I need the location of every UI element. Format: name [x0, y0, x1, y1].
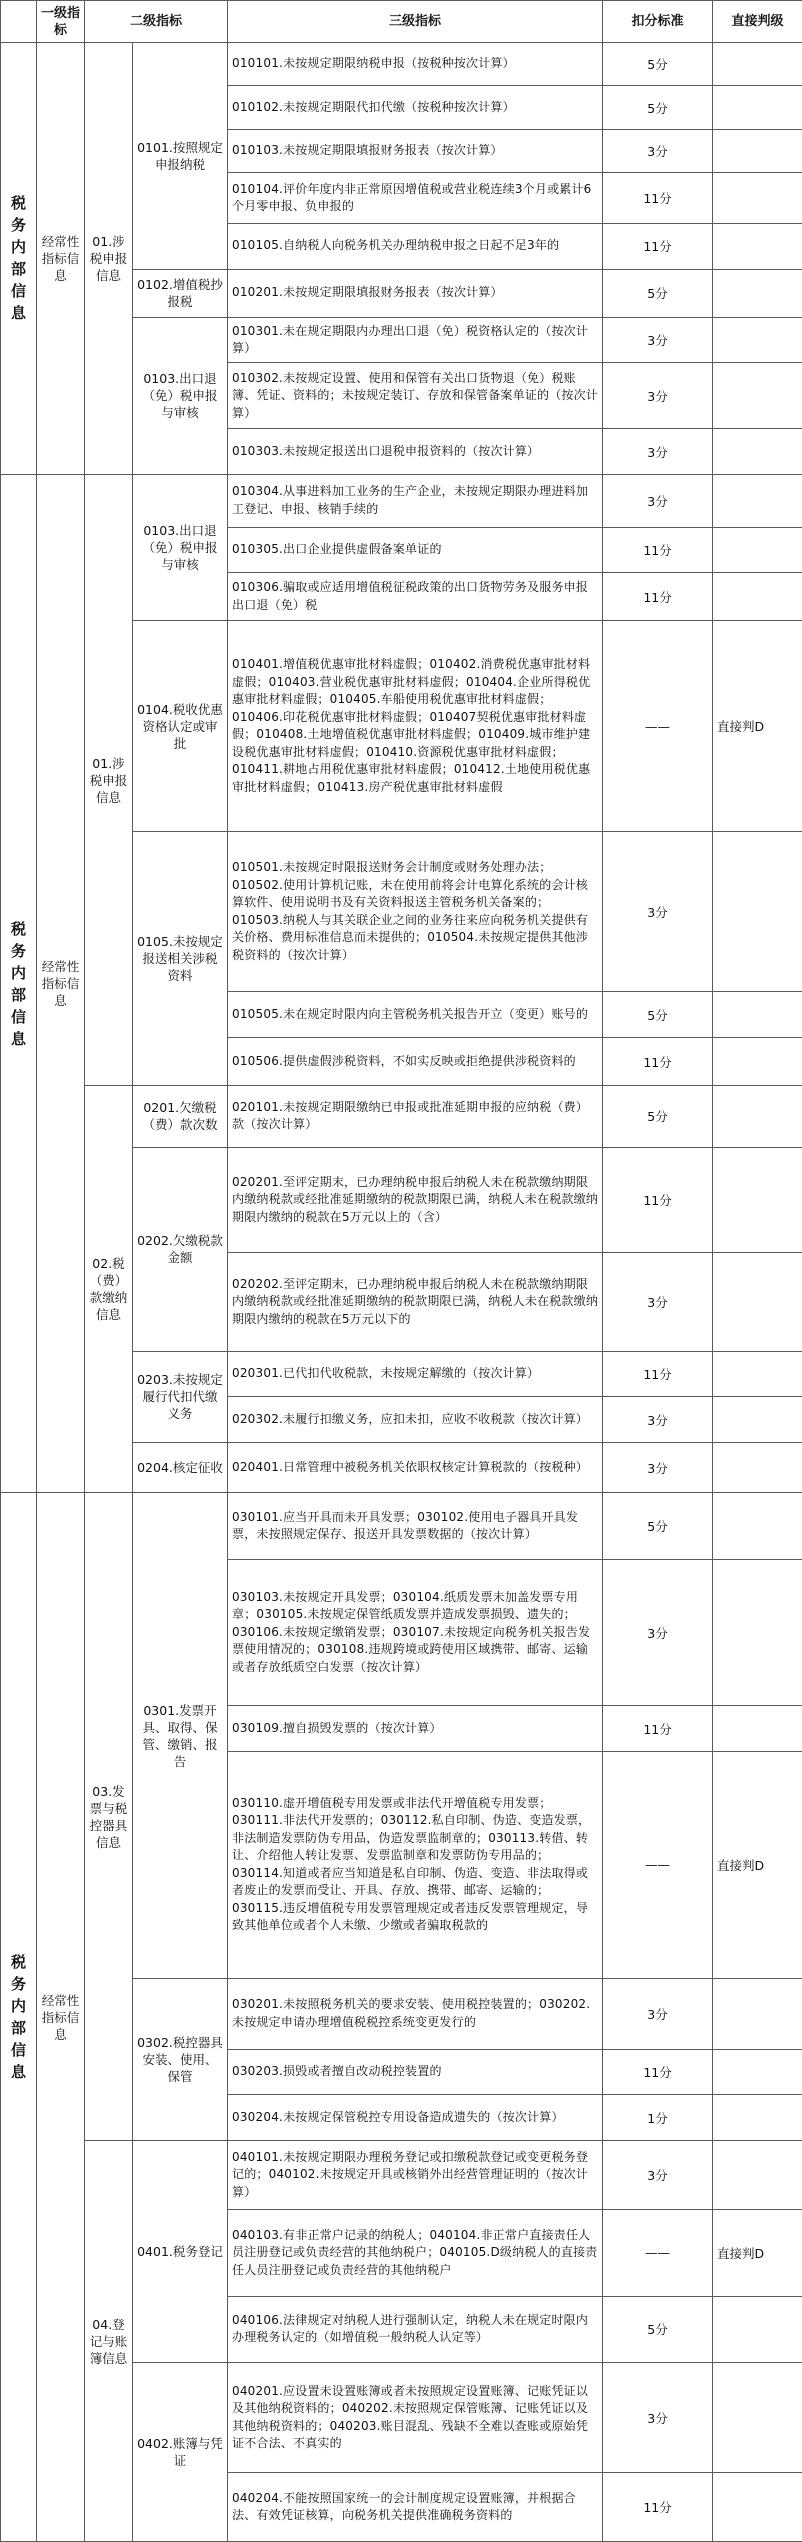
score-cell: 11分: [603, 1351, 713, 1397]
direct-cell: [713, 86, 802, 129]
indicator-text: 020302.未履行扣缴义务，应扣未扣，应收不收税款（按次计算）: [228, 1397, 603, 1443]
level1-cell: 经常性指标信息: [37, 474, 85, 1492]
score-cell: 11分: [603, 223, 713, 269]
direct-cell: [713, 2095, 802, 2141]
score-cell: 3分: [603, 429, 713, 475]
indicator-text: 030109.擅自损毁发票的（按次计算）: [228, 1706, 603, 1752]
header-direct: 直接判级: [713, 1, 802, 43]
score-cell: 5分: [603, 86, 713, 129]
header-level1: 一级指标: [37, 1, 85, 43]
level2-cell: 03.发票与税控器具信息: [85, 1493, 133, 2141]
indicator-text: 020201.至评定期末，已办理纳税申报后纳税人未在税款缴纳期限内缴纳税款或经批准延期缴纳的税款期限已满，纳税人未在税款缴纳期限内缴纳的税款在5万元以上的（含）: [228, 1147, 603, 1252]
direct-cell: [713, 1086, 802, 1148]
level3-cell: 0203.未按规定履行代扣代缴义务: [133, 1351, 228, 1443]
indicator-text: 040201.应设置未设置账簿或者未按照规定设置账簿、记账凭证以及其他纳税资料的；040202.未按照规定保管账簿、记账凭证以及其他纳税资料的；040203.账目混乱、残缺不全难以查账或原始凭证不合法、不真实的: [228, 2363, 603, 2473]
score-cell: 5分: [603, 992, 713, 1038]
score-cell: 11分: [603, 173, 713, 223]
indicator-text: 010201.未按规定期限填报财务报表（按次计算）: [228, 269, 603, 317]
level3-cell: 0301.发票开具、取得、保管、缴销、报告: [133, 1493, 228, 1978]
direct-cell: [713, 1443, 802, 1493]
indicator-text: 010301.未在规定期限内办理出口退（免）税资格认定的（按次计算）: [228, 317, 603, 363]
score-cell: 11分: [603, 573, 713, 621]
direct-cell: [713, 1037, 802, 1085]
level3-cell: 0102.增值税抄报税: [133, 269, 228, 317]
indicator-text: 010103.未按规定期限填报财务报表（按次计算）: [228, 129, 603, 172]
indicator-text: 010505.未在规定时限内向主管税务机关报告开立（变更）账号的: [228, 992, 603, 1038]
direct-cell: [713, 269, 802, 317]
direct-cell: [713, 1397, 802, 1443]
indicator-text: 010102.未按规定期限代扣代缴（按税种按次计算）: [228, 86, 603, 129]
table-row: [1, 1493, 802, 1559]
direct-cell: [713, 1147, 802, 1252]
indicator-text: 010101.未按规定期限纳税申报（按税种按次计算）: [228, 43, 603, 86]
direct-cell: [713, 129, 802, 172]
indicator-text: 020202.至评定期末，已办理纳税申报后纳税人未在税款缴纳期限内缴纳税款或经批准延期缴纳的税款期限已满，纳税人未在税款缴纳期限内缴纳的税款在5万元以下的: [228, 1253, 603, 1351]
direct-cell: [713, 173, 802, 223]
score-cell: 5分: [603, 1493, 713, 1559]
table-row: [1, 43, 802, 86]
level2-cell: 02.税（费）款缴纳信息: [85, 1086, 133, 1493]
score-cell: 1分: [603, 2095, 713, 2141]
level2-cell: 01.涉税申报信息: [85, 474, 133, 1085]
direct-cell: [713, 1559, 802, 1705]
indicator-text: 010302.未按规定设置、使用和保管有关出口货物退（免）税账簿、凭证、资料的；未按规定装订、存放和保管备案单证的（按次计算）: [228, 363, 603, 429]
level2-cell: 01.涉税申报信息: [85, 43, 133, 475]
header-level2: 二级指标: [85, 1, 228, 43]
indicator-text: 020101.未按规定期限缴纳已申报或批准延期申报的应纳税（费）款（按次计算）: [228, 1086, 603, 1148]
header-score: 扣分标准: [603, 1, 713, 43]
table-row: [1, 1086, 802, 1148]
direct-cell: [713, 429, 802, 475]
table-row: [1, 2141, 802, 2210]
header-level3: 三级指标: [228, 1, 603, 43]
direct-cell: [713, 1351, 802, 1397]
indicator-text: 020401.日常管理中被税务机关依职权核定计算税款的（按税种）: [228, 1443, 603, 1493]
level3-cell: 0105.未按规定报送相关涉税资料: [133, 832, 228, 1086]
score-cell: 5分: [603, 2296, 713, 2362]
score-cell: 11分: [603, 527, 713, 573]
direct-cell: 直接判D: [713, 1752, 802, 1979]
score-cell: ——: [603, 2209, 713, 2296]
score-cell: ——: [603, 1752, 713, 1979]
level3-cell: 0401.税务登记: [133, 2141, 228, 2363]
category-cell: 税务内部信息: [1, 474, 37, 1492]
level3-cell: 0201.欠缴税（费）款次数: [133, 1086, 228, 1148]
level3-cell: 0103.出口退（免）税申报与审核: [133, 474, 228, 620]
score-cell: 3分: [603, 1443, 713, 1493]
score-cell: 3分: [603, 2363, 713, 2473]
direct-cell: [713, 2473, 802, 2542]
indicator-text: 040106.法律规定对纳税人进行强制认定，纳税人未在规定时限内办理税务认定的（如增值税一般纳税人认定等）: [228, 2296, 603, 2362]
direct-cell: [713, 2141, 802, 2210]
direct-cell: [713, 363, 802, 429]
direct-cell: [713, 317, 802, 363]
table-row: [1, 474, 802, 527]
level1-cell: 经常性指标信息: [37, 43, 85, 475]
score-cell: 3分: [603, 1978, 713, 2049]
direct-cell: 直接判D: [713, 2209, 802, 2296]
direct-cell: [713, 1493, 802, 1559]
indicator-text: 010506.提供虚假涉税资料，不如实反映或拒绝提供涉税资料的: [228, 1037, 603, 1085]
indicator-text: 030103.未按规定开具发票；030104.纸质发票未加盖发票专用章；030105.未按规定保管纸质发票并造成发票损毁、遗失的；030106.未按规定缴销发票；030107.未按规定向税务机关报告发票使用情况的；030108.违规跨境或跨使用区域携带、邮寄、运输或者存放纸质空白发票（按次计算）: [228, 1559, 603, 1705]
direct-cell: [713, 474, 802, 527]
score-cell: 5分: [603, 269, 713, 317]
level3-cell: 0101.按照规定申报纳税: [133, 43, 228, 270]
score-cell: 3分: [603, 1397, 713, 1443]
direct-cell: [713, 1706, 802, 1752]
indicator-text: 020301.已代扣代收税款，未按规定解缴的（按次计算）: [228, 1351, 603, 1397]
level3-cell: 0202.欠缴税款金额: [133, 1147, 228, 1351]
score-cell: ——: [603, 621, 713, 832]
score-cell: 5分: [603, 1086, 713, 1148]
score-cell: 3分: [603, 1559, 713, 1705]
score-cell: 3分: [603, 129, 713, 172]
direct-cell: [713, 2363, 802, 2473]
score-cell: 11分: [603, 2049, 713, 2095]
direct-cell: [713, 992, 802, 1038]
level2-cell: 04.登记与账簿信息: [85, 2141, 133, 2542]
score-cell: 11分: [603, 1706, 713, 1752]
header-row: [1, 1, 802, 43]
score-cell: 3分: [603, 474, 713, 527]
score-cell: 11分: [603, 2473, 713, 2542]
indicator-text: 010304.从事进料加工业务的生产企业，未按规定期限办理进料加工登记、申报、核销手续的: [228, 474, 603, 527]
direct-cell: [713, 43, 802, 86]
header-blank: [1, 1, 37, 43]
score-cell: 5分: [603, 43, 713, 86]
direct-cell: [713, 223, 802, 269]
score-cell: 3分: [603, 317, 713, 363]
level3-cell: 0104.税收优惠资格认定或审批: [133, 621, 228, 832]
indicator-text: 030110.虚开增值税专用发票或非法代开增值税专用发票；030111.非法代开发票的；030112.私自印制、伪造、变造发票，非法制造发票防伪专用品，伪造发票监制章的；030113.转借、转让、介绍他人转让发票、发票监制章和发票防伪专用品的；030114.知道或者应当知道是私自印制、伪造、变造、非法取得或者废止的发票而受让、开具、存放、携带、邮寄、运输的；030115.违反增值税专用发票管理规定或者违反发票管理规定，导致其他单位或者个人未缴、少缴或者骗取税款的: [228, 1752, 603, 1979]
indicator-text: 010306.骗取或应适用增值税征税政策的出口货物劳务及服务申报出口退（免）税: [228, 573, 603, 621]
level3-cell: 0402.账簿与凭证: [133, 2363, 228, 2542]
indicator-text: 030101.应当开具而未开具发票；030102.使用电子器具开具发票，未按照规定保存、报送开具发票数据的（按次计算）: [228, 1493, 603, 1559]
score-cell: 3分: [603, 1253, 713, 1351]
direct-cell: [713, 2296, 802, 2362]
level3-cell: 0204.核定征收: [133, 1443, 228, 1493]
direct-cell: 直接判D: [713, 621, 802, 832]
indicator-text: 030203.损毁或者擅自改动税控装置的: [228, 2049, 603, 2095]
indicator-text: 010303.未按规定报送出口退税申报资料的（按次计算）: [228, 429, 603, 475]
indicator-text: 010305.出口企业提供虚假备案单证的: [228, 527, 603, 573]
category-cell: 税务内部信息: [1, 1493, 37, 2542]
indicator-text: 040204.不能按照国家统一的会计制度规定设置账簿，并根据合法、有效凭证核算，向税务机关提供准确税务资料的: [228, 2473, 603, 2542]
indicator-text: 030201.未按照税务机关的要求安装、使用税控装置的；030202.未按规定申请办理增值税税控系统变更发行的: [228, 1978, 603, 2049]
level1-cell: 经常性指标信息: [37, 1493, 85, 2542]
direct-cell: [713, 832, 802, 992]
score-cell: 3分: [603, 2141, 713, 2210]
score-cell: 3分: [603, 363, 713, 429]
indicator-text: 030204.未按规定保管税控专用设备造成遗失的（按次计算）: [228, 2095, 603, 2141]
direct-cell: [713, 2049, 802, 2095]
category-cell: 税务内部信息: [1, 43, 37, 475]
level3-cell: 0103.出口退（免）税申报与审核: [133, 317, 228, 474]
indicator-text: 040101.未按规定期限办理税务登记或扣缴税款登记或变更税务登记的；040102.未按规定开具或核销外出经营管理证明的（按次计算）: [228, 2141, 603, 2210]
score-cell: 11分: [603, 1147, 713, 1252]
direct-cell: [713, 573, 802, 621]
direct-cell: [713, 1978, 802, 2049]
direct-cell: [713, 1253, 802, 1351]
level3-cell: 0302.税控器具安装、使用、保管: [133, 1978, 228, 2140]
indicator-text: 010501.未按规定时限报送财务会计制度或财务处理办法；010502.使用计算机记账，未在使用前将会计电算化系统的会计核算软件、使用说明书及有关资料报送主管税务机关备案的；010503.纳税人与其关联企业之间的业务往来应向税务机关提供有关价格、费用标准信息而未提供的；010504.未按规定提供其他涉税资料的（按次计算）: [228, 832, 603, 992]
score-cell: 11分: [603, 1037, 713, 1085]
indicator-text: 040103.有非正常户记录的纳税人；040104.非正常户直接责任人员注册登记或负责经营的其他纳税户；040105.D级纳税人的直接责任人员注册登记或负责经营的其他纳税户: [228, 2209, 603, 2296]
direct-cell: [713, 527, 802, 573]
indicator-text: 010104.评价年度内非正常原因增值税或营业税连续3个月或累计6个月零申报、负申报的: [228, 173, 603, 223]
indicator-text: 010105.自纳税人向税务机关办理纳税申报之日起不足3年的: [228, 223, 603, 269]
score-cell: 3分: [603, 832, 713, 992]
indicator-text: 010401.增值税优惠审批材料虚假；010402.消费税优惠审批材料虚假；010403.营业税优惠审批材料虚假；010404.企业所得税优惠审批材料虚假；010405.车船使用税优惠审批材料虚假；010406.印花税优惠审批材料虚假；010407契税优惠审批材料虚假；010408.土地增值税优惠审批材料虚假；010409.城市维护建设税优惠审批材料虚假；010410.资源税优惠审批材料虚假；010411.耕地占用税优惠审批材料虚假；010412.土地使用税优惠审批材料虚假；010413.房产税优惠审批材料虚假: [228, 621, 603, 832]
